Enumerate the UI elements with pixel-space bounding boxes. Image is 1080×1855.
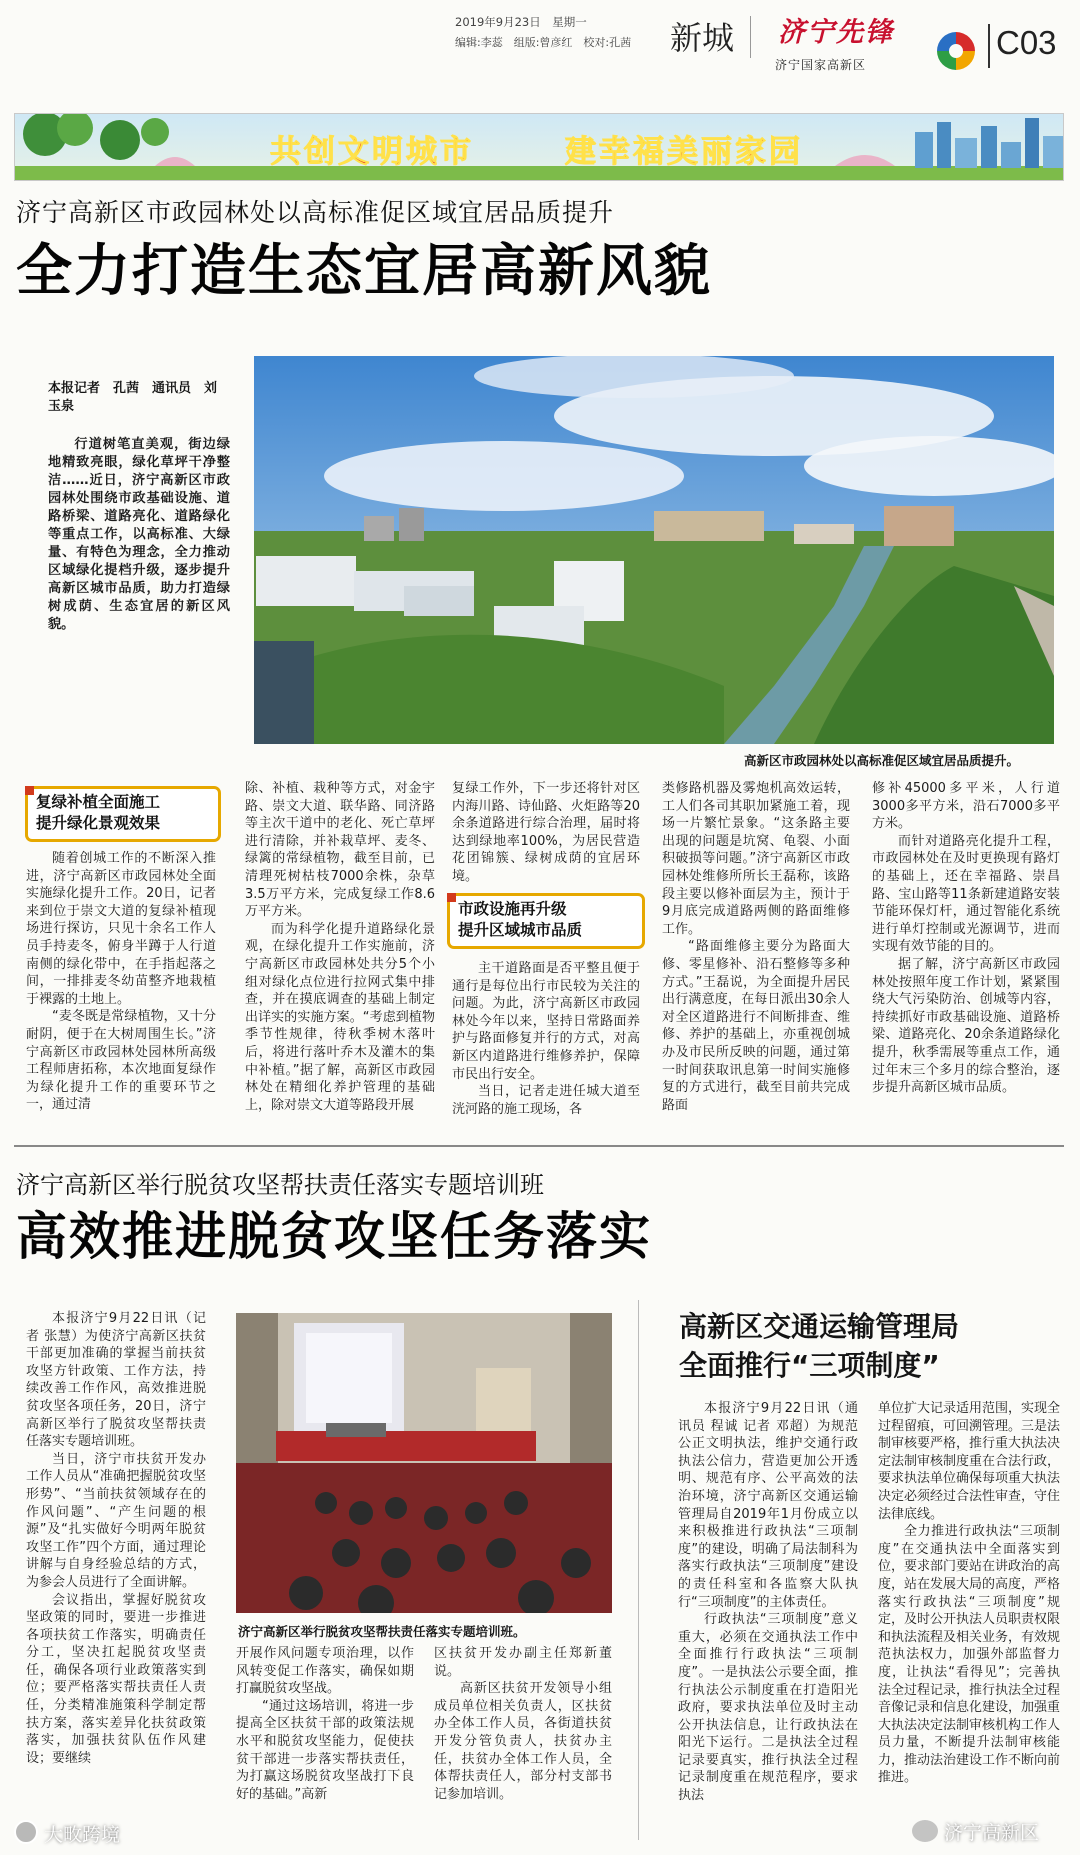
article1-col-1: 随着创城工作的不断深入推进，济宁高新区市政园林处全面实施绿化提升工作。20日，记者来到位于崇文大道的复绿补植现场进行探访，只见十余名工作人员手持麦冬，俯身半蹲于人行道南侧的绿化带中，在手指起落之间，一排排麦冬幼苗整齐地栽植于裸露的土地上。 “麦冬既是常绿植物，又十分耐阴，便于在大树周围生长。”济宁高新区市政园林处园林所高级工程师唐拓称，本次地面复绿作为绿化提升工作的重要环节之一，通过清 bbox=[26, 851, 216, 1113]
header-divider bbox=[750, 16, 751, 58]
article1-photo-caption: 高新区市政园林处以高标准促区域宜居品质提升。 bbox=[744, 753, 1020, 768]
article1-byline: 本报记者 孔茜 通讯员 刘玉泉 bbox=[48, 381, 218, 414]
article1-subhead-1: 复绿补植全面施工 提升绿化景观效果 bbox=[25, 786, 221, 842]
article1-headline: 全力打造生态宜居高新风貌 bbox=[16, 239, 712, 304]
wechat-account-mark: 济宁高新区 bbox=[944, 1822, 1040, 1844]
article3-col-1: 本报济宁9月22日讯（通讯员 程诚 记者 邓超）为规范公正文明执法，维护交通行政执法公信力，营造更加公开透明、规范有序、公平高效的法治环境，济宁高新区交通运输管理局自2019年1月份成立以来积极推进行政执法“三项制度”的建设，明确了局法制科为落实行政执法“三项制度”建设的责任科室和各监察大队执行“三项制度”的主体责任。 行政执法“三项制度”意义重大，必须在交通执法工作中全面推行行政执法“三项制度”。一是执法公示要全面，推行执法公示制度重在打造阳光政府，要求执法单位及时主动公开执法信息，让行政执法在阳光下运行。二是执法全过程记录要真实，推行执法全过程记录制度重在规范程序，要求执法 bbox=[678, 1401, 858, 1804]
article1-col-4: 类修路机器及雾炮机高效运转，工人们各司其职加紧施工着，现场一片繁忙景象。“这条路主要出现的问题是坑窝、龟裂、小面积破损等问题。”济宁高新区市政园林处维修所所长王磊称，该路段主要以修补面层为主，预计于9月底完成道路两侧的路面维修工作。 “路面维修主要分为路面大修、零星修补、沿石整修等多种方式。”王磊说，为全面提升居民出行满意度，在每日派出30余人对全区道路进行不间断排查、维修、养护的基础上，亦重视创城办及市民所反映的问题，通过第一时间获取讯息第一时间实施修复的方式进行，截至目前共完成路面 bbox=[662, 781, 850, 1113]
header-editors: 编辑:李蕊 组版:曾彦红 校对:孔茜 bbox=[455, 36, 632, 49]
article1-col-5: 修补45000多平米，人行道3000多平方米，沿石7000多平方米。 而针对道路亮化提升工程，市政园林处在及时更换现有路灯的基础上，还在幸福路、崇昌路、宝山路等11条新建道路安装节能环保灯杆，通过智能化系统进行单灯控制或光源调节，进而实现有效节能的目的。 据了解，济宁高新区市政园林处按照年度工作计划，紧紧围绕大气污染防治、创城等内容，持续抓好市政基础设施、道路桥梁、道路亮化、20余条道路绿化提升，秋季需展等重点工作，通过年末三个多月的综合整治，逐步提升高新区城市品质。 bbox=[872, 781, 1060, 1096]
watermark-text: 大畋跨境 bbox=[44, 1824, 121, 1846]
section-divider bbox=[14, 1145, 1064, 1147]
article2-col-2: 开展作风问题专项治理，以作风转变促工作落实，确保如期打赢脱贫攻坚战。 “通过这场培训，将进一步提高全区扶贫干部的政策法规水平和脱贫攻坚能力，促使扶贫干部进一步落实帮扶责任，为打赢这场脱贫攻坚战打下良好的基础。”高新 bbox=[236, 1646, 414, 1802]
article1-lead: 行道树笔直美观，街边绿地精致亮眼，绿化草坪干净整洁……近日，济宁高新区市政园林处围绕市政基础设施、道路桥梁、道路亮化、道路绿化等重点工作，以高标准、大绿量、有特色为理念，全力推动区域绿化提档升级，逐步提升高新区城市品质，助力打造绿树成荫、生态宜居的新区风貌。 bbox=[48, 437, 230, 632]
brand-emblem-icon bbox=[935, 30, 977, 72]
page-number: C03 bbox=[996, 24, 1057, 61]
article2-col-3: 区扶贫开发办副主任郑新董说。 高新区扶贫开发领导小组成员单位相关负责人，区扶贫办全体工作人员，各街道扶贫开发分管负责人，扶贫办主任，扶贫办全体工作人员，全体帮扶责任人，部分村支部书记参加培训。 bbox=[434, 1646, 612, 1802]
article3-col-2: 单位扩大记录适用范围，实现全过程留痕，可回溯管理。三是法制审核要严格，推行重大执法决定法制审核制度重在合法行政，要求执法单位确保每项重大执法决定必须经过合法性审查，守住法律底线。 全力推进行政执法“三项制度”在交通执法中全面落实到位，要求部门要站在讲政治的高度，站在发展大局的高度，严格落实行政执法“三项制度”规定，及时公开执法人员职责权限和执法流程及相关业务，有效规范执法权力，加强外部监督力度，让执法“看得见”；完善执法全过程记录，推行执法全过程音像记录和信息化建设，加强重大执法决定法制审核机构工作人员力量，不断提升法制审核能力，推动法治建设工作不断向前推进。 bbox=[878, 1401, 1060, 1786]
section-title: 新城 bbox=[670, 19, 735, 57]
article1-photo bbox=[254, 356, 1054, 744]
article2-headline: 高效推进脱贫攻坚任务落实 bbox=[16, 1208, 653, 1267]
article2-col-1: 本报济宁9月22日讯（记者 张慧）为使济宁高新区扶贫干部更加准确的掌握当前扶贫攻坚方针政策、工作方法，持续改善工作作风，高效推进脱贫攻坚各项任务，20日，济宁高新区举行了脱贫攻坚帮扶责任落实专题培训班。 当日，济宁市扶贫开发办工作人员从“准确把握脱贫攻坚形势”、“当前扶贫领域存在的作风问题”、“产生问题的根源”及“扎实做好今明两年脱贫攻坚工作”四个方面，通过理论讲解与自身经验总结的方式，为参会人员进行了全面讲解。 会议指出，掌握好脱贫攻坚政策的同时，要进一步推进各项扶贫工作落实，明确责任分工，坚决扛起脱贫攻坚责任，确保各项行业政策落实到位；要严格落实帮扶责任人责任，分类精准施策科学制定帮扶方案，落实差异化扶贫政策落实，加强扶贫队伍作风建设；要继续 bbox=[26, 1311, 206, 1766]
article2-kicker: 济宁高新区举行脱贫攻坚帮扶责任落实专题培训班 bbox=[16, 1171, 544, 1199]
column-divider bbox=[638, 1300, 639, 1840]
article1-col-3b: 主干道路面是否平整且便于通行是每位出行市民较为关注的问题。为此，济宁高新区市政园林处今年以来，坚持日常路面养护与路面修复并行的方式，对高新区内道路进行维修养护，保障市民出行安全。 当日，记者走进任城大道至洸河路的施工现场，各 bbox=[452, 961, 640, 1117]
logo-subtitle: 济宁国家高新区 bbox=[775, 58, 867, 72]
article1-col-2: 除、补植、栽种等方式，对金宇路、崇文大道、联华路、同济路等主次干道中的老化、死亡草坪进行清除，并补栽草坪、麦冬、绿篱的常绿植物，截至目前，已清理死树枯枝7000余株，杂草3.5万平方米，完成复绿工作8.6万平方米。 而为科学化提升道路绿化景观，在绿化提升工作实施前，济宁高新区市政园林处共分5个小组对绿化点位进行拉网式集中排查，并在摸底调查的基础上制定出详实的实施方案。“考虑到植物季节性规律，待秋季树木落叶后，将进行落叶乔木及灌木的集中补植。”据了解，高新区市政园林处在精细化养护管理的基础上，除对崇文大道等路段开展 bbox=[245, 781, 435, 1113]
article1-subhead-2: 市政设施再升级 提升区域城市品质 bbox=[447, 893, 645, 949]
watermark-logo-icon bbox=[14, 1820, 38, 1844]
article1-kicker: 济宁高新区市政园林处以高标准促区域宜居品质提升 bbox=[16, 198, 615, 227]
article2-photo-caption: 济宁高新区举行脱贫攻坚帮扶责任落实专题培训班。 bbox=[238, 1624, 526, 1639]
banner-slogan-2: 建幸福美丽家园 bbox=[565, 134, 803, 170]
page-divider bbox=[988, 24, 990, 68]
slogan-banner bbox=[14, 113, 1064, 181]
banner-slogan-1: 共创文明城市 bbox=[270, 134, 474, 170]
article2-photo bbox=[236, 1313, 612, 1613]
logo-text: 济宁先锋 bbox=[778, 17, 894, 48]
article3-headline: 高新区交通运输管理局 全面推行“三项制度” bbox=[679, 1310, 960, 1382]
article1-col-3a: 复绿工作外，下一步还将针对区内海川路、诗仙路、火炬路等20余条道路进行综合治理，届时将达到绿地率100%，为居民营造花团锦簇、绿树成荫的宜居环境。 bbox=[452, 781, 640, 884]
header-meta: 2019年9月23日 星期一 bbox=[455, 15, 587, 29]
wechat-icon bbox=[912, 1820, 938, 1842]
